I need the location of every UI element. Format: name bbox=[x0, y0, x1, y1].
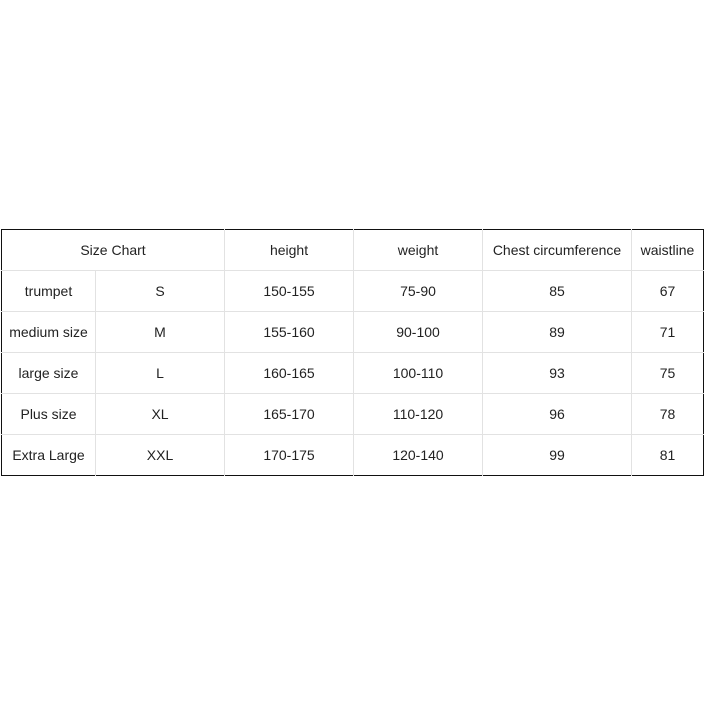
size-name-cell: Plus size bbox=[2, 394, 96, 435]
weight-cell: 120-140 bbox=[354, 435, 483, 476]
table-row bbox=[2, 435, 704, 476]
size-code-cell: M bbox=[96, 312, 225, 353]
table-row bbox=[2, 271, 704, 312]
waistline-cell: 67 bbox=[632, 271, 704, 312]
chest-cell: 99 bbox=[483, 435, 632, 476]
weight-cell: 75-90 bbox=[354, 271, 483, 312]
header-chest-circumference: Chest circumference bbox=[483, 230, 632, 271]
size-name-cell: medium size bbox=[2, 312, 96, 353]
size-code-cell: L bbox=[96, 353, 225, 394]
chest-cell: 85 bbox=[483, 271, 632, 312]
size-code-cell: XL bbox=[96, 394, 225, 435]
size-name-cell: trumpet bbox=[2, 271, 96, 312]
chest-cell: 93 bbox=[483, 353, 632, 394]
waistline-cell: 78 bbox=[632, 394, 704, 435]
header-weight: weight bbox=[354, 230, 483, 271]
size-chart-title: Size Chart bbox=[2, 230, 225, 271]
waistline-cell: 81 bbox=[632, 435, 704, 476]
size-chart-table bbox=[1, 229, 704, 476]
table-row bbox=[2, 353, 704, 394]
table-row bbox=[2, 394, 704, 435]
chest-cell: 89 bbox=[483, 312, 632, 353]
chest-cell: 96 bbox=[483, 394, 632, 435]
waistline-cell: 71 bbox=[632, 312, 704, 353]
size-name-cell: Extra Large bbox=[2, 435, 96, 476]
size-code-cell: XXL bbox=[96, 435, 225, 476]
height-cell: 170-175 bbox=[225, 435, 354, 476]
table-row bbox=[2, 312, 704, 353]
size-name-cell: large size bbox=[2, 353, 96, 394]
header-waistline: waistline bbox=[632, 230, 704, 271]
height-cell: 160-165 bbox=[225, 353, 354, 394]
size-code-cell: S bbox=[96, 271, 225, 312]
height-cell: 165-170 bbox=[225, 394, 354, 435]
table-header-row bbox=[2, 230, 704, 271]
weight-cell: 100-110 bbox=[354, 353, 483, 394]
height-cell: 150-155 bbox=[225, 271, 354, 312]
height-cell: 155-160 bbox=[225, 312, 354, 353]
weight-cell: 110-120 bbox=[354, 394, 483, 435]
weight-cell: 90-100 bbox=[354, 312, 483, 353]
waistline-cell: 75 bbox=[632, 353, 704, 394]
header-height: height bbox=[225, 230, 354, 271]
